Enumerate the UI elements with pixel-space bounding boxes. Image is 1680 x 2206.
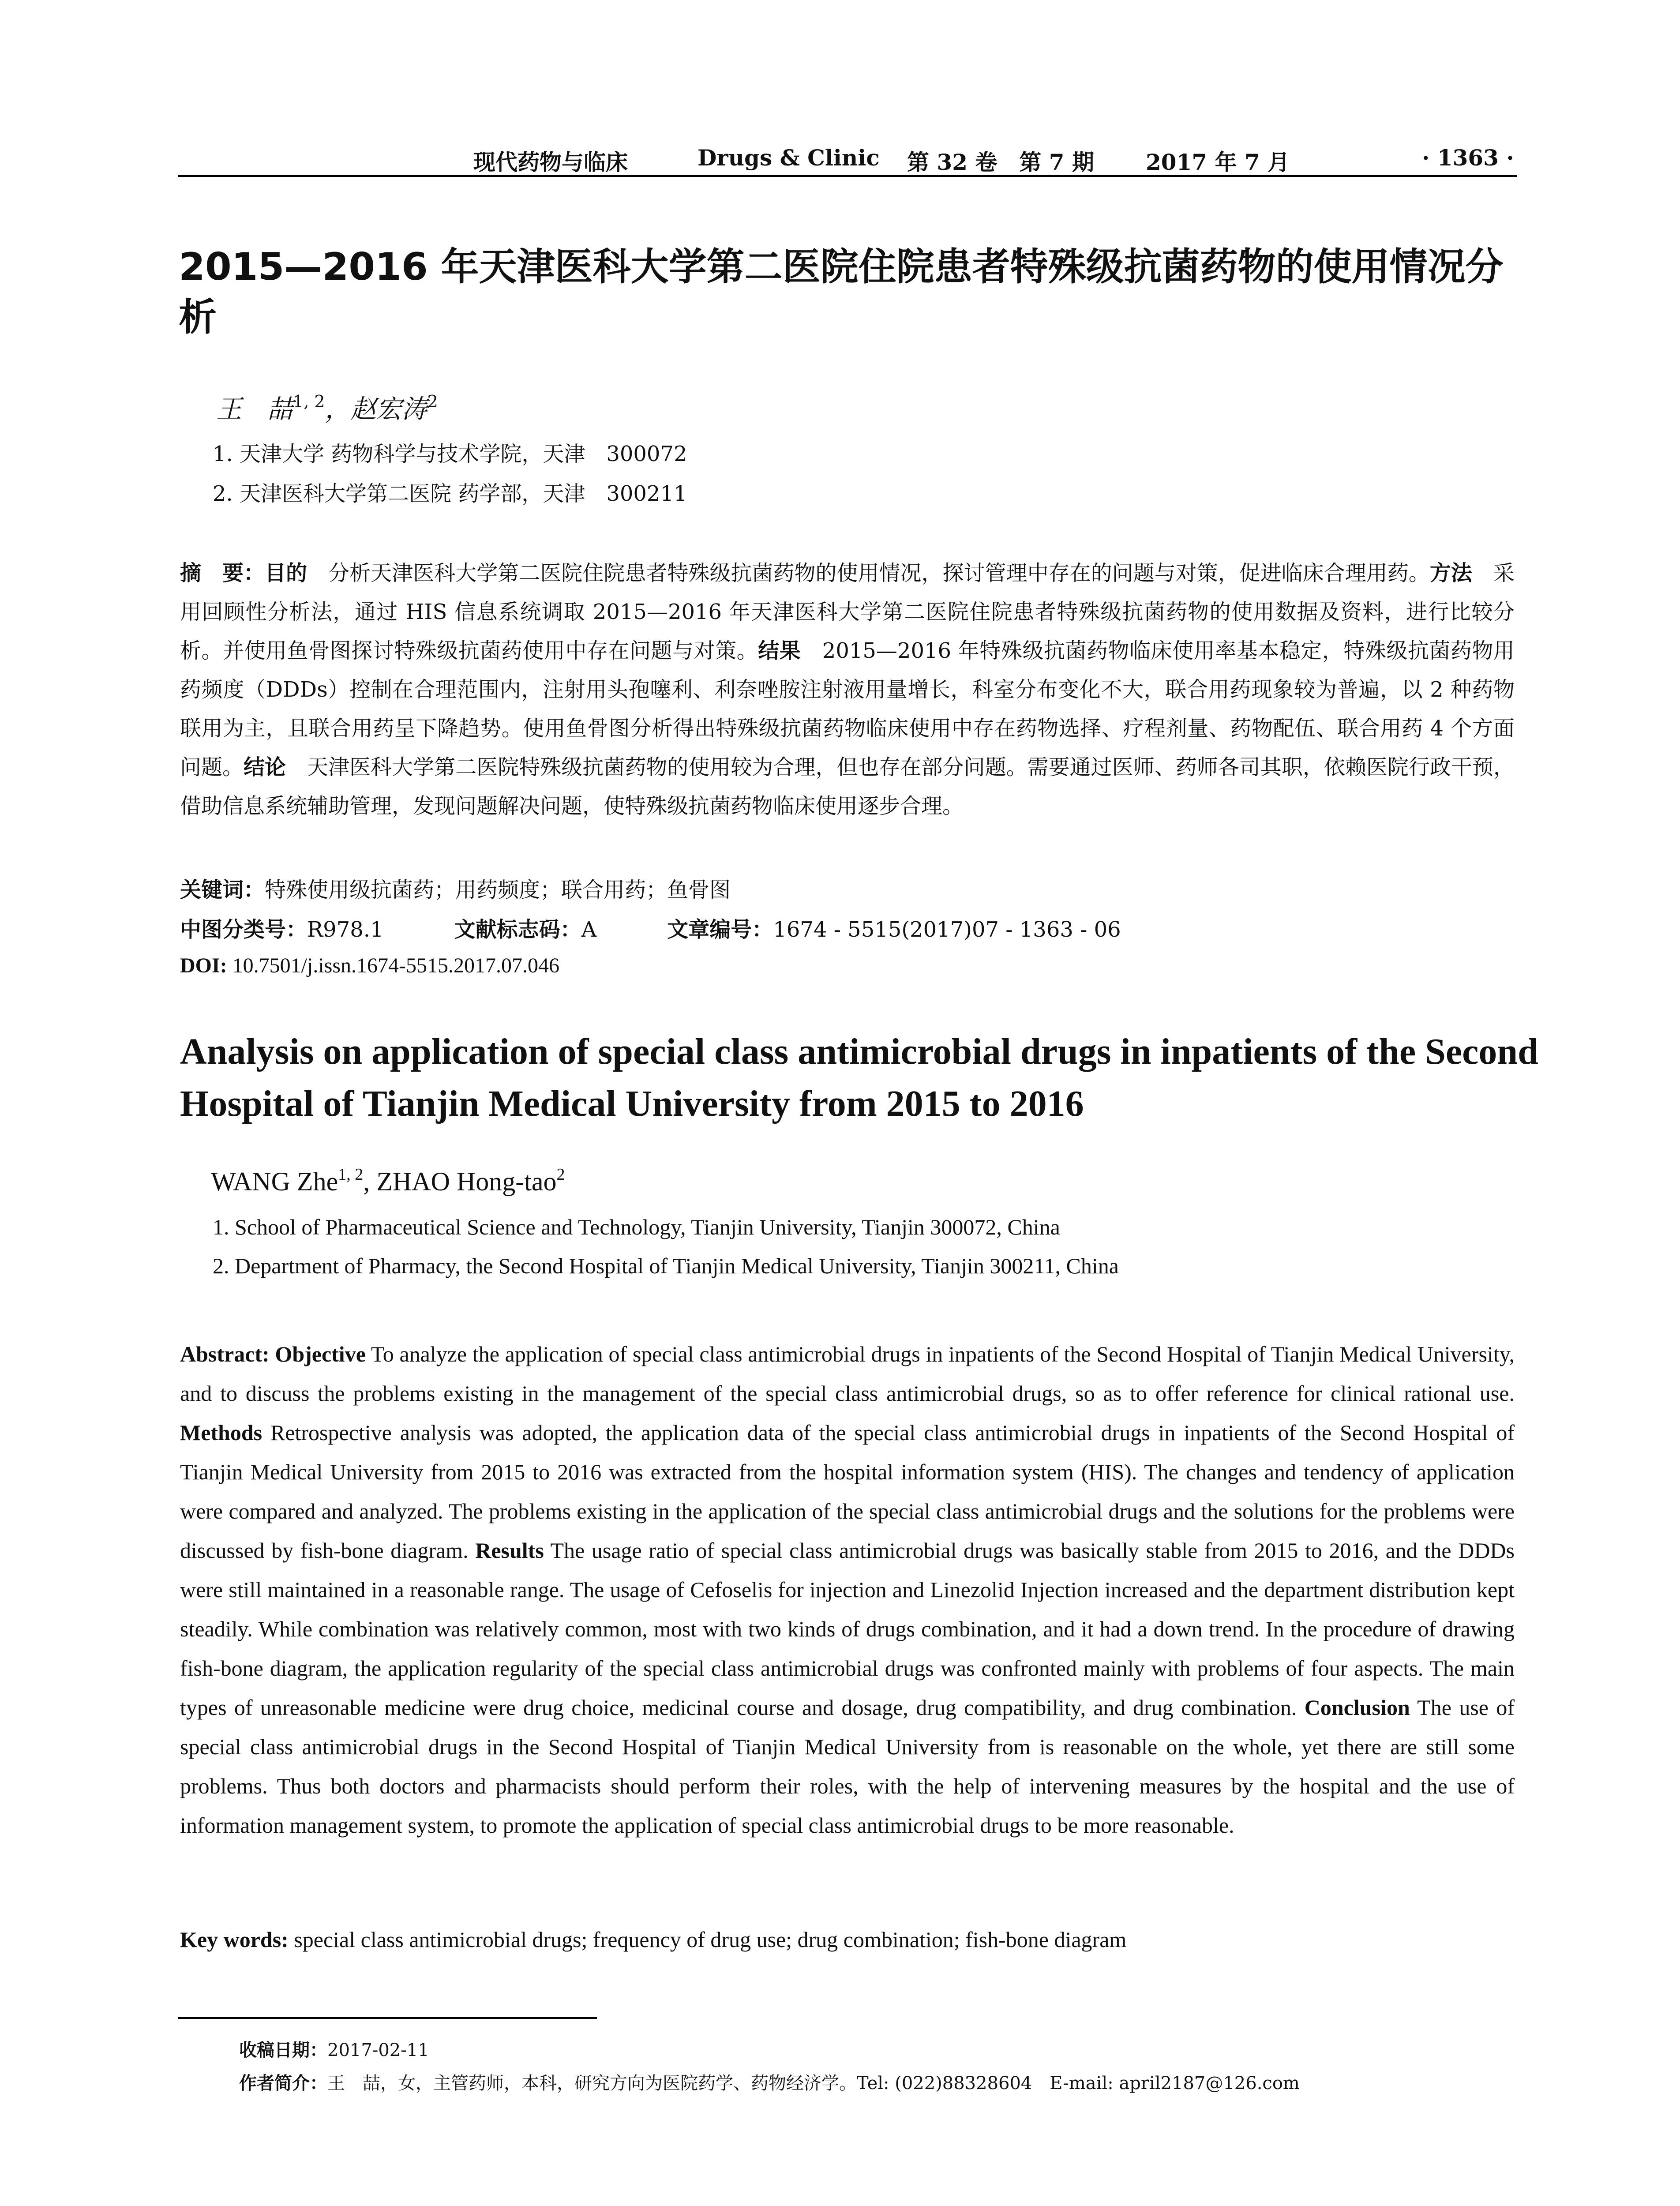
objective-en-label: Objective [275,1342,366,1366]
received-label: 收稿日期： [239,2040,327,2060]
author-cn-1: 王 喆 [216,394,293,424]
author-bio-label: 作者简介： [239,2073,327,2093]
abstract-cn-label: 摘 要： [180,561,265,585]
keywords-en [180,1927,1126,1952]
authors-en [211,1165,565,1197]
document-code-label: 文献标志码： [454,917,581,942]
results-cn-text: 2015—2016 年特殊级抗菌药物临床使用率基本稳定，特殊级抗菌药物用药频度（DDDs）控制在合理范围内，注射用头孢噻利、利奈唑胺注射液用量增长，科室分布变化不大，联合用药现象较为普遍，以 2 种药物联用为主，且联合用药呈下降趋势。使用鱼骨图分析得出特殊级抗菌药物临床使用中存在药物选择、疗程剂量、药物配伍、联合用药 4 个方面问题。 [180,638,1515,780]
document-code-value: A [581,917,597,942]
author-cn-2: 赵宏涛 [350,394,428,424]
methods-cn-label: 方法 [1429,561,1472,585]
objective-cn-text: 分析天津医科大学第二医院住院患者特殊级抗菌药物的使用情况，探讨管理中存在的问题与对策，促进临床合理用药。 [307,561,1430,585]
methods-cn-text: 采用回顾性分析法，通过 HIS 信息系统调取 2015—2016 年天津医科大学第二医院住院患者特殊级抗菌药物的使用数据及资料，进行比较分析。并使用鱼骨图探讨特殊级抗菌药使用中存在问题与对策。 [180,561,1515,663]
keywords-en-label: Key words: [180,1927,289,1952]
conclusion-en-label: Conclusion [1304,1695,1410,1720]
clc-label: 中图分类号： [180,917,308,942]
abstract-en-label: Abstract: [180,1342,275,1366]
results-en-text: The usage ratio of special class antimicrobial drugs was basically stable from 2015 to 2016, and the DDDs were still maintained in a reasonable range. The usage of Cefoselis for injection and Linezolid Injection increased and the department distribution kept steadily. While combination was relatively common, most with two kinds of drugs combination, and it had a down trend. In the procedure of drawing fish-bone diagram, the application regularity of the special class antimicrobial drugs was confronted mainly with problems of four aspects. The main types of unreasonable medicine were drug choice, medicinal course and dosage, drug compatibility, and drug combination. [180,1538,1515,1720]
results-cn-label: 结果 [758,638,801,663]
article-number-label: 文章编号： [667,917,773,942]
journal-name-cn: 现代药物与临床 [473,149,628,175]
keywords-cn-label: 关键词： [180,878,265,902]
conclusion-cn-text: 天津医科大学第二医院特殊级抗菌药物的使用较为合理，但也存在部分问题。需要通过医师、药师各司其职，依赖医院行政干预，借助信息系统辅助管理，发现问题解决问题，使特殊级抗菌药物临床使用逐步合理。 [180,755,1515,818]
keywords-cn-text: 特殊使用级抗菌药；用药频度；联合用药；鱼骨图 [265,878,731,902]
doi-line [180,953,559,978]
author-separator-en: , [363,1167,377,1196]
author-en-1-affiliation: 1, 2 [338,1165,364,1184]
author-cn-2-affiliation: 2 [427,392,438,411]
objective-en-text: To analyze the application of special class antimicrobial drugs in inpatients of the Second Hospital of Tianjin Medical University, and to discuss the problems existing in the management of the special class antimicrobial drugs, so as to offer reference for clinical rational use. [180,1342,1515,1406]
authors-cn [216,388,438,425]
affiliation-en-2: 2. Department of Pharmacy, the Second Hospital of Tianjin Medical University, Tianjin 300211, China [213,1253,1119,1278]
affiliation-cn-1: 1. 天津大学 药物科学与技术学院，天津 300072 [213,442,687,466]
footnote-received [239,2036,429,2061]
page-number: · 1363 · [1422,145,1514,171]
footnote-divider [178,2017,597,2019]
title-cn: 2015—2016 年天津医科大学第二医院住院患者特殊级抗菌药物的使用情况分析 [179,245,1504,339]
conclusion-cn-label: 结论 [244,755,286,780]
keywords-cn [180,873,731,903]
results-en-label: Results [475,1538,544,1563]
conclusion-en-text: The use of special class antimicrobial drugs in the Second Hospital of Tianjin Medical University from is reasonable on the whole, yet there are still some problems. Thus both doctors and pharmacists should perform their roles, with the help of intervening measures by the hospital and the use of information management system, to promote the application of special class antimicrobial drugs to be more reasonable. [180,1695,1515,1838]
footnote-author-bio [239,2069,1300,2094]
author-cn-1-affiliation: 1, 2 [293,392,325,411]
keywords-en-text: special class antimicrobial drugs; frequency of drug use; drug combination; fish-bone diagram [288,1927,1127,1952]
received-date: 2017-02-11 [327,2040,429,2060]
author-bio-text: 王 喆，女，主管药师，本科，研究方向为医院药学、药物经济学。Tel: (022)88328604 E-mail: april2187@126.com [327,2073,1300,2093]
abstract-en [180,1335,1515,1845]
methods-en-text: Retrospective analysis was adopted, the application data of the special class antimicrobial drugs in inpatients of the Second Hospital of Tianjin Medical University from 2015 to 2016 was extracted from the hospital information system (HIS). The changes and tendency of application were compared and analyzed. The problems existing in the application of the special class antimicrobial drugs and the solutions for the problems were discussed by fish-bone diagram. [180,1420,1515,1563]
issue-date: 2017 年 7 月 [1146,149,1290,175]
abstract-cn [180,554,1515,825]
author-en-1: WANG Zhe [211,1167,338,1196]
author-separator-cn: ， [325,394,351,424]
doi-link[interactable]: 10.7501/j.issn.1674-5515.2017.07.046 [227,954,560,977]
methods-en-label: Methods [180,1420,262,1445]
running-header [178,141,1517,177]
classification-line [180,912,1121,943]
affiliation-cn-2: 2. 天津医科大学第二医院 药学部，天津 300211 [213,481,687,506]
journal-name-en: Drugs & Clinic [698,145,880,171]
affiliation-en-1: 1. School of Pharmaceutical Science and Technology, Tianjin University, Tianjin 300072, China [213,1215,1060,1239]
title-en: Analysis on application of special class antimicrobial drugs in inpatients of the Second Hospital of Tianjin Medical University from 2015 to 2016 [180,1031,1538,1124]
article-number-value: 1674 - 5515(2017)07 - 1363 - 06 [773,917,1121,942]
author-en-2-affiliation: 2 [556,1165,565,1184]
volume-issue: 第 32 卷 第 7 期 [907,149,1094,175]
clc-value: R978.1 [307,917,384,942]
doi-label: DOI: [180,954,227,977]
author-en-2: ZHAO Hong-tao [376,1167,557,1196]
objective-cn-label: 目的 [265,561,308,585]
